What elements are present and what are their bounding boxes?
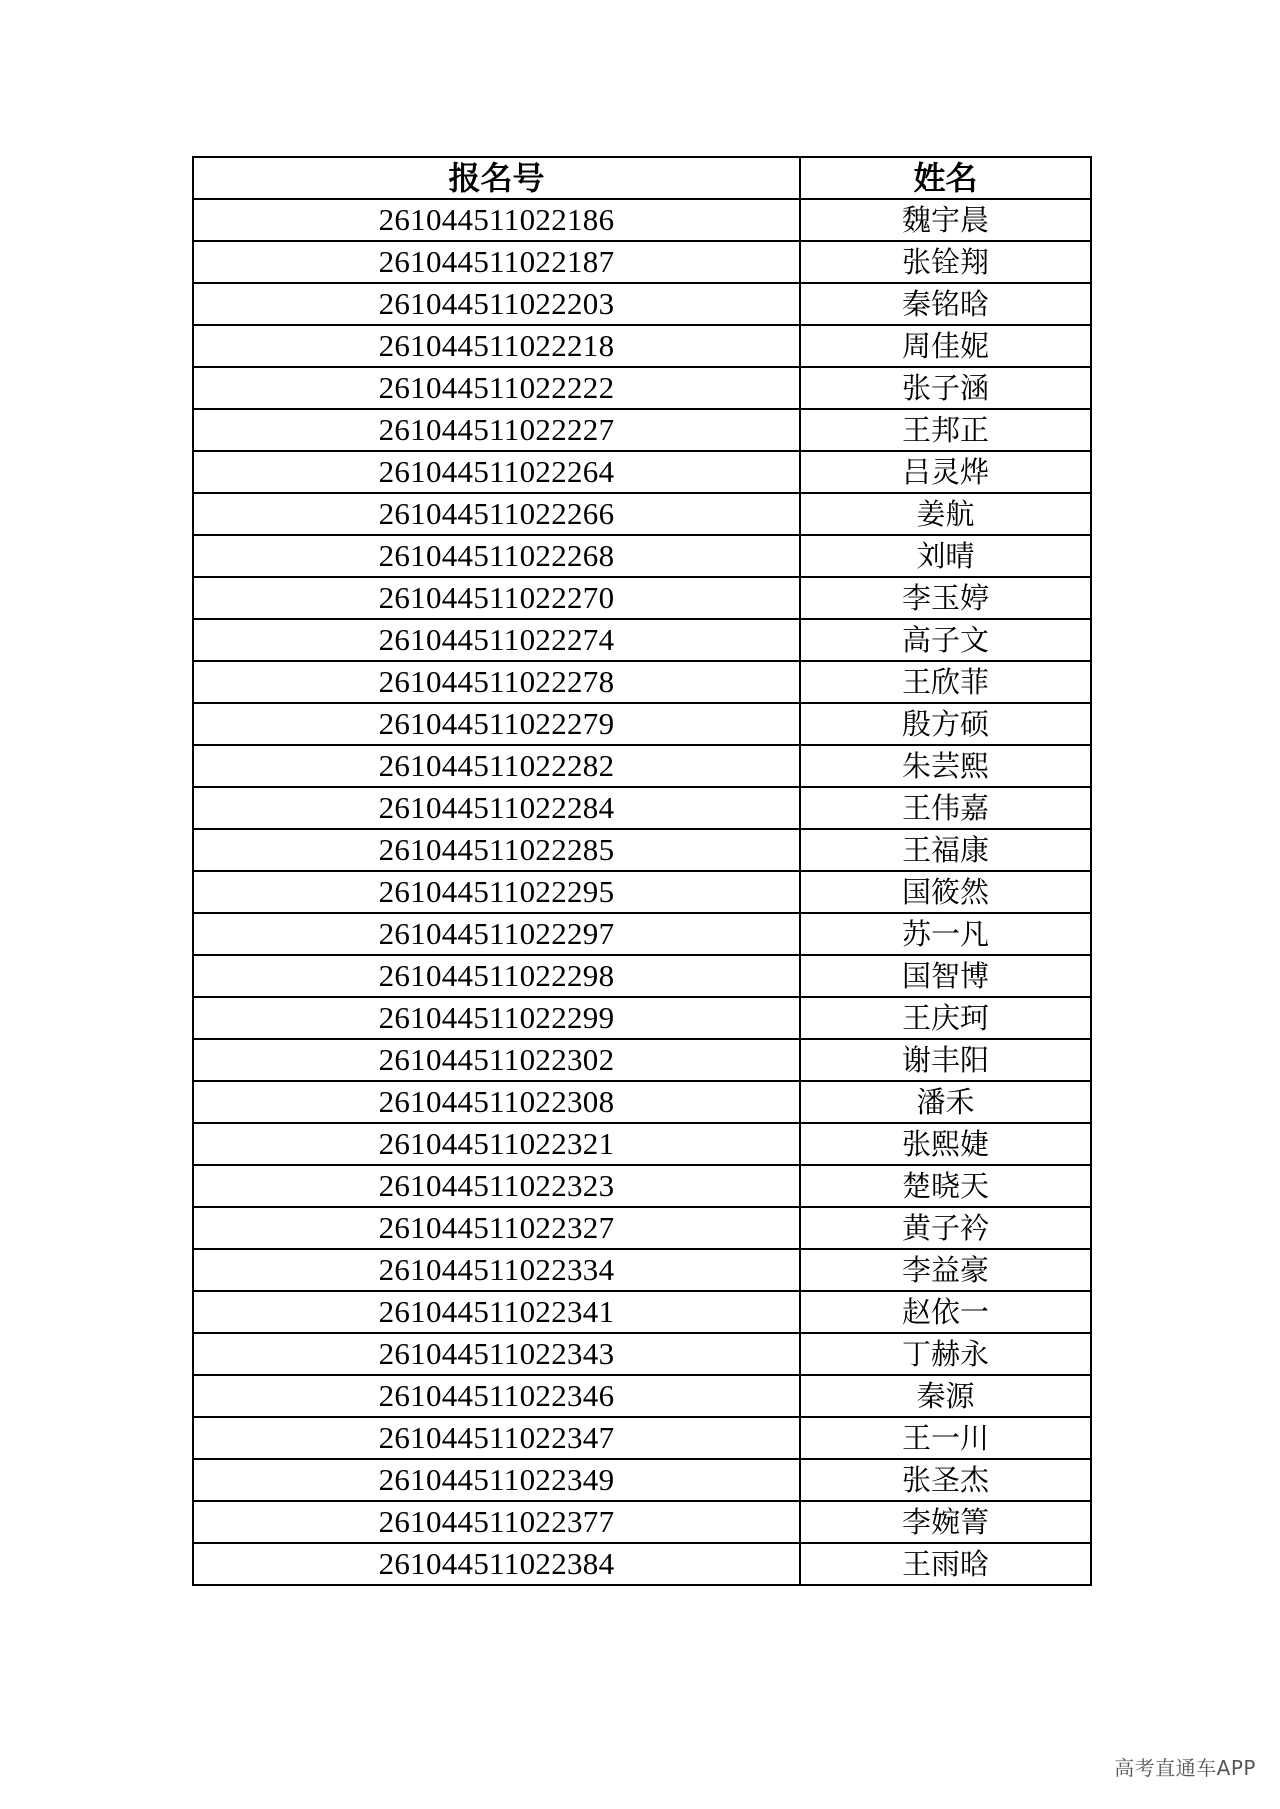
name-cell: 王庆珂 bbox=[800, 997, 1091, 1039]
name-cell: 王雨晗 bbox=[800, 1543, 1091, 1585]
name-cell: 姜航 bbox=[800, 493, 1091, 535]
name-cell: 张子涵 bbox=[800, 367, 1091, 409]
name-cell: 刘晴 bbox=[800, 535, 1091, 577]
table-row bbox=[193, 493, 1091, 535]
table-row bbox=[193, 703, 1091, 745]
registration-number-cell: 261044511022274 bbox=[193, 619, 800, 661]
table-row bbox=[193, 1501, 1091, 1543]
name-cell: 国筱然 bbox=[800, 871, 1091, 913]
table-row bbox=[193, 787, 1091, 829]
registration-number-cell: 261044511022347 bbox=[193, 1417, 800, 1459]
name-cell: 秦铭晗 bbox=[800, 283, 1091, 325]
table-row bbox=[193, 451, 1091, 493]
registration-number-cell: 261044511022227 bbox=[193, 409, 800, 451]
registration-number-cell: 261044511022321 bbox=[193, 1123, 800, 1165]
name-cell: 魏宇晨 bbox=[800, 199, 1091, 241]
registration-number-cell: 261044511022298 bbox=[193, 955, 800, 997]
name-cell: 张铨翔 bbox=[800, 241, 1091, 283]
registration-number-cell: 261044511022346 bbox=[193, 1375, 800, 1417]
table-row bbox=[193, 199, 1091, 241]
name-cell: 谢丰阳 bbox=[800, 1039, 1091, 1081]
registration-number-cell: 261044511022284 bbox=[193, 787, 800, 829]
registration-number-cell: 261044511022341 bbox=[193, 1291, 800, 1333]
table-row bbox=[193, 367, 1091, 409]
registration-number-cell: 261044511022323 bbox=[193, 1165, 800, 1207]
registration-number-cell: 261044511022308 bbox=[193, 1081, 800, 1123]
registration-number-cell: 261044511022187 bbox=[193, 241, 800, 283]
registration-table bbox=[192, 156, 1092, 1586]
name-cell: 王一川 bbox=[800, 1417, 1091, 1459]
table-header-row bbox=[193, 157, 1091, 199]
table-row bbox=[193, 1291, 1091, 1333]
name-cell: 王欣菲 bbox=[800, 661, 1091, 703]
table-row bbox=[193, 1417, 1091, 1459]
table-row bbox=[193, 955, 1091, 997]
table-row bbox=[193, 1459, 1091, 1501]
name-cell: 张熙婕 bbox=[800, 1123, 1091, 1165]
registration-number-cell: 261044511022384 bbox=[193, 1543, 800, 1585]
table-row bbox=[193, 871, 1091, 913]
table-row bbox=[193, 1165, 1091, 1207]
table-row bbox=[193, 325, 1091, 367]
table-row bbox=[193, 283, 1091, 325]
table-row bbox=[193, 535, 1091, 577]
table-body bbox=[193, 199, 1091, 1585]
name-cell: 国智博 bbox=[800, 955, 1091, 997]
registration-number-cell: 261044511022279 bbox=[193, 703, 800, 745]
table-row bbox=[193, 745, 1091, 787]
table-row bbox=[193, 1249, 1091, 1291]
registration-number-cell: 261044511022334 bbox=[193, 1249, 800, 1291]
watermark-text: 高考直通车APP bbox=[1114, 1756, 1256, 1780]
table-row bbox=[193, 1039, 1091, 1081]
registration-number-cell: 261044511022302 bbox=[193, 1039, 800, 1081]
name-cell: 王邦正 bbox=[800, 409, 1091, 451]
registration-number-cell: 261044511022297 bbox=[193, 913, 800, 955]
name-cell: 吕灵烨 bbox=[800, 451, 1091, 493]
name-cell: 王福康 bbox=[800, 829, 1091, 871]
table-row bbox=[193, 997, 1091, 1039]
table-row bbox=[193, 661, 1091, 703]
name-cell: 潘禾 bbox=[800, 1081, 1091, 1123]
table-row bbox=[193, 619, 1091, 661]
name-cell: 秦源 bbox=[800, 1375, 1091, 1417]
name-cell: 李玉婷 bbox=[800, 577, 1091, 619]
name-cell: 李益豪 bbox=[800, 1249, 1091, 1291]
registration-number-cell: 261044511022270 bbox=[193, 577, 800, 619]
name-cell: 苏一凡 bbox=[800, 913, 1091, 955]
table-row bbox=[193, 913, 1091, 955]
name-cell: 殷方硕 bbox=[800, 703, 1091, 745]
name-cell: 高子文 bbox=[800, 619, 1091, 661]
registration-number-cell: 261044511022285 bbox=[193, 829, 800, 871]
registration-number-cell: 261044511022349 bbox=[193, 1459, 800, 1501]
name-cell: 李婉箐 bbox=[800, 1501, 1091, 1543]
registration-number-cell: 261044511022264 bbox=[193, 451, 800, 493]
table-row bbox=[193, 1081, 1091, 1123]
name-cell: 丁赫永 bbox=[800, 1333, 1091, 1375]
table-row bbox=[193, 577, 1091, 619]
table-row bbox=[193, 241, 1091, 283]
registration-number-cell: 261044511022278 bbox=[193, 661, 800, 703]
table-row bbox=[193, 1543, 1091, 1585]
registration-number-cell: 261044511022266 bbox=[193, 493, 800, 535]
registration-number-cell: 261044511022218 bbox=[193, 325, 800, 367]
table-row bbox=[193, 1333, 1091, 1375]
registration-number-cell: 261044511022299 bbox=[193, 997, 800, 1039]
table-row bbox=[193, 409, 1091, 451]
registration-number-cell: 261044511022222 bbox=[193, 367, 800, 409]
name-cell: 王伟嘉 bbox=[800, 787, 1091, 829]
registration-number-cell: 261044511022203 bbox=[193, 283, 800, 325]
table-row bbox=[193, 829, 1091, 871]
table-row bbox=[193, 1375, 1091, 1417]
table-row bbox=[193, 1207, 1091, 1249]
registration-number-cell: 261044511022377 bbox=[193, 1501, 800, 1543]
registration-number-cell: 261044511022295 bbox=[193, 871, 800, 913]
registration-number-cell: 261044511022343 bbox=[193, 1333, 800, 1375]
registration-number-cell: 261044511022186 bbox=[193, 199, 800, 241]
column-header-registration-number: 报名号 bbox=[193, 157, 800, 199]
registration-number-cell: 261044511022268 bbox=[193, 535, 800, 577]
column-header-name: 姓名 bbox=[800, 157, 1091, 199]
registration-number-cell: 261044511022327 bbox=[193, 1207, 800, 1249]
registration-number-cell: 261044511022282 bbox=[193, 745, 800, 787]
table-row bbox=[193, 1123, 1091, 1165]
name-cell: 赵依一 bbox=[800, 1291, 1091, 1333]
name-cell: 张圣杰 bbox=[800, 1459, 1091, 1501]
name-cell: 黄子衿 bbox=[800, 1207, 1091, 1249]
name-cell: 楚晓天 bbox=[800, 1165, 1091, 1207]
name-cell: 朱芸熙 bbox=[800, 745, 1091, 787]
name-cell: 周佳妮 bbox=[800, 325, 1091, 367]
